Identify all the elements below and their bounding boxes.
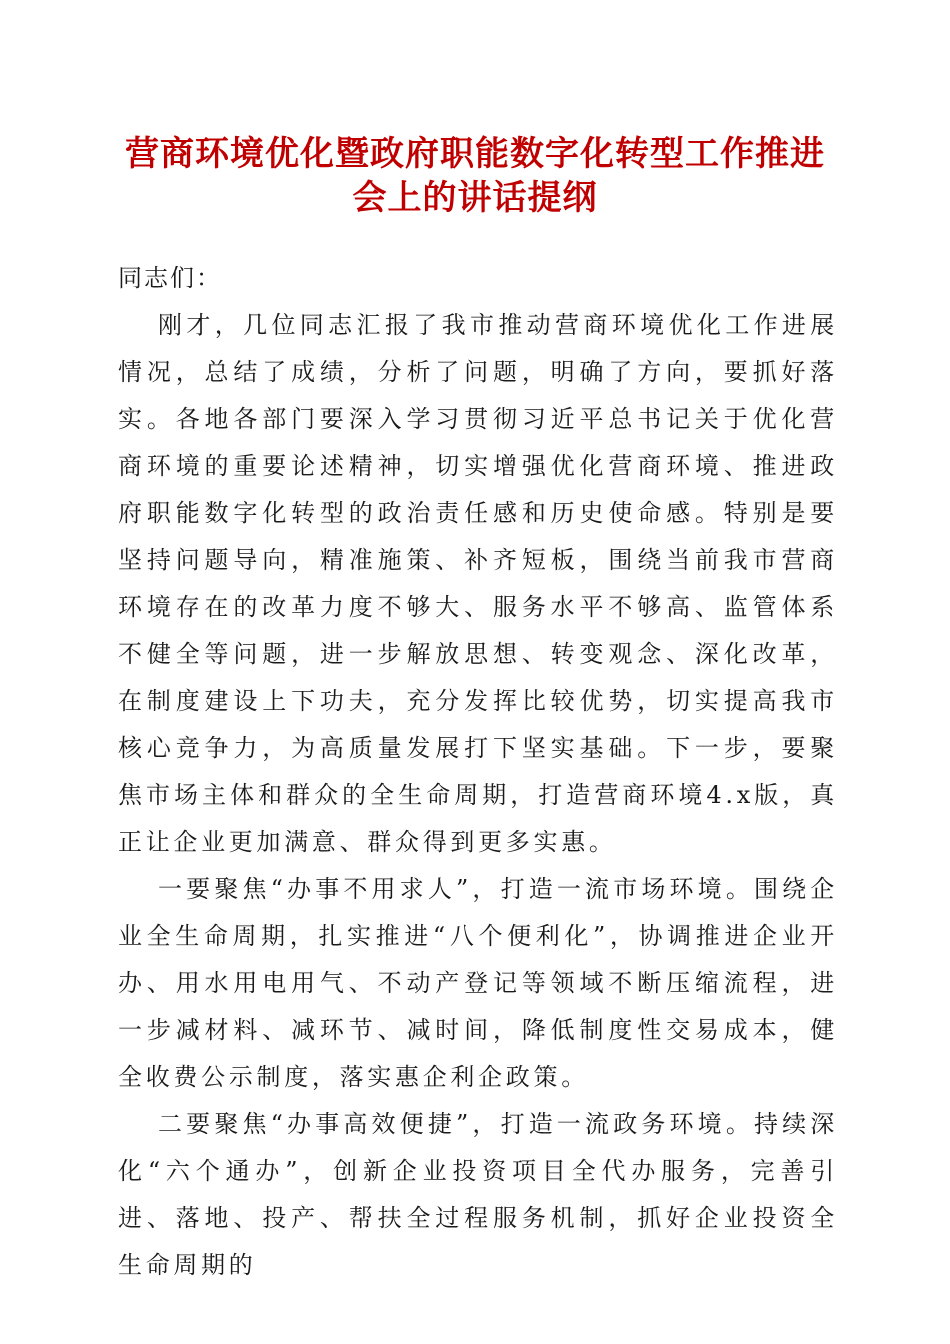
title-line-1: 营商环境优化暨政府职能数字化转型工作推进 (125, 134, 825, 174)
document-title (100, 132, 850, 220)
salutation: 同志们： (118, 264, 222, 292)
paragraph-intro: 刚才，几位同志汇报了我市推动营商环境优化工作进展情况，总结了成绩，分析了问题，明确了方向，要抓好落实。各地各部门要深入学习贯彻习近平总书记关于优化营商环境的重要论述精神，切实增强优化营商环境、推进政府职能数字化转型的政治责任感和历史使命感。特别是要坚持问题导向，精准施策、补齐短板，围绕当前我市营商环境存在的改革力度不够大、服务水平不够高、监管体系不健全等问题，进一步解放思想、转变观念、深化改革，在制度建设上下功夫，充分发挥比较优势，切实提高我市核心竞争力，为高质量发展打下坚实基础。下一步，要聚焦市场主体和群众的全生命周期，打造营商环境4.x版，真正让企业更加满意、群众得到更多实惠。 (118, 311, 838, 856)
title-line-2: 会上的讲话提纲 (352, 178, 598, 218)
paragraph-point-2: 二要聚焦“办事高效便捷”，打造一流政务环境。持续深化“六个通办”，创新企业投资项目全代办服务，完善引进、落地、投产、帮扶全过程服务机制，抓好企业投资全生命周期的 (118, 1110, 838, 1279)
paragraph-point-1: 一要聚焦“办事不用求人”，打造一流市场环境。围绕企业全生命周期，扎实推进“八个便利化”，协调推进企业开办、用水用电用气、不动产登记等领域不断压缩流程，进一步减材料、减环节、减时间，降低制度性交易成本，健全收费公示制度，落实惠企利企政策。 (118, 875, 838, 1091)
document-body (118, 255, 838, 1289)
